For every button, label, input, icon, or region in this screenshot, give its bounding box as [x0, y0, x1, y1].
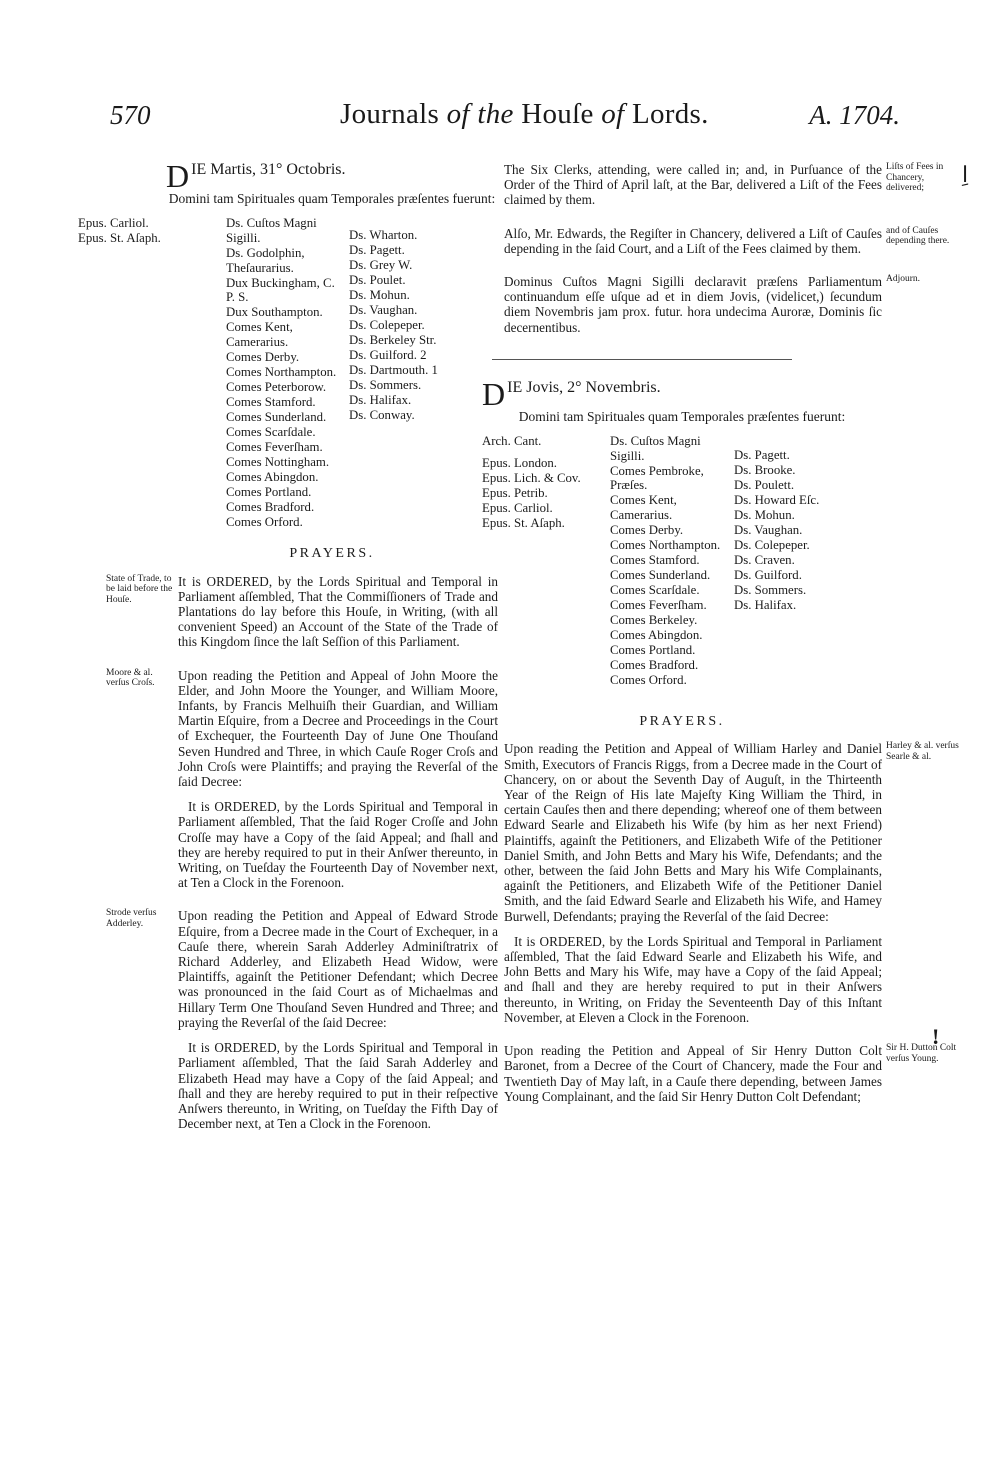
- journal-entry: [106, 574, 498, 650]
- list-item: Comes Bradford.: [226, 499, 315, 514]
- list-item: Dux Southampton.: [226, 305, 323, 320]
- prayers-heading: PRAYERS.: [289, 546, 375, 562]
- margin-note: Adjourn.: [886, 274, 921, 285]
- list-item: Comes Bradford.: [610, 657, 699, 672]
- list-item: Comes Feverſham.: [610, 597, 707, 612]
- date-heading: DIE Jovis, 2° Novembris.: [482, 375, 661, 412]
- journal-entry: [482, 1043, 957, 1104]
- margin-note: and of Cauſes depending there.: [886, 225, 950, 247]
- present-heading: Domini tam Spirituales quam Temporales præſentes fuerunt:: [168, 191, 496, 207]
- list-item: Ds. Cuſtos Magni Sigilli.: [610, 434, 701, 463]
- entry-paragraph: Upon reading the Petition and Appeal of William Harley and Daniel Smith, Executors of Francis Riggs, from a Decree made in the Court of Chancery, on or about the Seventh Day of Auguſt, in the Thirteenth Year of the Reign of His late Majeſty King William the Third, in certain Cauſes then and there depending; whereof one of them between Edward Searle and Elizabeth his Wife (by him as her next Friend) Plaintiffs, againſt the Petitioners, and Elizabeth Wife of the Petitioner Daniel Smith, and John Betts and Mary his Wife, Defendants; and the other, between the ſaid John Betts and Mary his Wife Complainants, againſt the Petitioners, and Elizabeth Wife of the Petitioner Daniel Smith, and the ſaid Edward Searle and Elizabeth his Wife, and Hamey Burwell, Defendants; praying the Reverſal of the ſaid Decree:: [504, 741, 882, 924]
- margin-note: Moore & al. verſus Croſs.: [106, 667, 155, 689]
- list-item: Comes Portland.: [226, 484, 312, 499]
- lords-column: [610, 434, 726, 688]
- entry-paragraph: Upon reading the Petition and Appeal of Sir Henry Dutton Colt Baronet, from a Decree of the Court of Chancery, made the Four and Twentieth Day of May laſt, in a Cauſe there depending, between James Young Complainant, and the ſaid Sir Henry Dutton Colt Defendant;: [504, 1043, 882, 1104]
- list-item: Comes Peterborow.: [226, 379, 327, 394]
- list-item: Comes Kent, Camerarius.: [226, 320, 293, 349]
- entry-paragraph: Alſo, Mr. Edwards, the Regiſter in Chancery, delivered a Liſt of Cauſes depending in the ſaid Court, and a Liſt of the Fees claimed by them.: [504, 225, 882, 256]
- list-item: Ds. Halifax.: [734, 598, 797, 613]
- journal-entry: [482, 274, 921, 335]
- list-item: Epus. St. Aſaph.: [482, 515, 565, 530]
- page-number: 570: [110, 100, 151, 130]
- journal-entry: [106, 668, 498, 891]
- lords-column: [349, 228, 438, 423]
- list-item: Comes Sunderland.: [610, 567, 711, 582]
- list-item: Ds. Vaughan.: [734, 523, 803, 538]
- list-item: Epus. St. Aſaph.: [78, 231, 161, 246]
- list-item: Epus. London.: [482, 455, 558, 470]
- list-item: Comes Nottingham.: [226, 454, 330, 469]
- list-item: Comes Derby.: [610, 522, 684, 537]
- entry-paragraph: Dominus Cuſtos Magni Sigilli declaravit præſens Parliamentum continuandum eſſe uſque ad et in diem Jovis, (videlicet,) ſecundum diem Novembris jam prox. futur. hora undecima Auroræ, Dominis ſic decernentibus.: [504, 274, 882, 335]
- list-item: Comes Derby.: [226, 349, 300, 364]
- entry-paragraph: It is ORDERED, by the Lords Spiritual and Temporal in Parliament aſſembled, That the ſaid Edward Searle and Elizabeth his Wife, and John Betts and Mary his Wife, may have a Copy of the ſaid Appeal; and ſhall and they are hereby required to put in their Anſwers thereunto, in Writing, on Friday the Seventeenth Day of this Inſtant November, at Eleven a Clock in the Forenoon.: [504, 933, 882, 1025]
- entry-paragraph: Upon reading the Petition and Appeal of John Moore the Elder, and John Moore the Younger, and William Moore, Infants, by Francis Melhuiſh their Guardian, and William Martin Eſquire, from a Decree and Proceedings in the Court of Exchequer, the Fourteenth Day of June One Thouſand Seven Hundred and Three, in which Cauſe Roger Croſs and John Croſs were Plaintiffs; and praying the Reverſal of the ſaid Decree:: [178, 667, 498, 790]
- list-item: Dux Buckingham, C. P. S.: [226, 275, 335, 305]
- list-item: Ds. Mohun.: [349, 288, 410, 303]
- list-item: Ds. Vaughan.: [349, 303, 418, 318]
- list-item: Comes Berkeley.: [610, 612, 698, 627]
- running-header: [110, 92, 900, 142]
- list-item: Ds. Halifax.: [349, 393, 412, 408]
- list-item: Epus. Carliol.: [78, 216, 149, 231]
- list-item: Ds. Howard Eſc.: [734, 493, 820, 508]
- right-column: [482, 150, 959, 1122]
- margin-note: Liſts of Fees in Chancery, delivered;: [886, 162, 944, 193]
- list-item: Ds. Wharton.: [349, 228, 418, 243]
- entry-paragraph: The Six Clerks, attending, were called in; and, in Purſuance of the Order of the Third of April laſt, at the Bar, delivered a Liſt of the Fees claimed by them.: [504, 162, 882, 208]
- margin-note: Harley & al. verſus Searle & al.: [886, 741, 959, 762]
- list-item: Ds. Colepeper.: [349, 318, 425, 333]
- list-item: Ds. Grey W.: [349, 258, 413, 273]
- date-heading: DIE Martis, 31° Octobris.: [166, 158, 346, 194]
- list-item: Comes Sunderland.: [226, 409, 327, 424]
- journal-entry: [482, 162, 944, 208]
- entry-paragraph: It is ORDERED, by the Lords Spiritual and Temporal in Parliament aſſembled, That the Commiſſioners of Trade and Plantations do lay before this Houſe, in Writing, (with all convenient Speed) an Account of the State of the Trade of this Kingdom ſince the laſt Seſſion of this Parliament.: [178, 573, 498, 650]
- list-item: Comes Feverſham.: [226, 439, 323, 454]
- lords-column: [226, 216, 344, 529]
- edge-mark: !: [932, 1024, 940, 1049]
- list-item: Comes Orford.: [610, 672, 687, 687]
- running-title: Journals of the Houſe of Lords.: [340, 98, 709, 130]
- list-item: Comes Northampton.: [226, 364, 337, 379]
- journal-entry: [106, 908, 498, 1131]
- list-item: Comes Pembroke, Præſes.: [610, 463, 704, 493]
- margin-note: State of Trade, to be laid before the Houſe.: [106, 573, 173, 605]
- list-item: Comes Portland.: [610, 642, 696, 657]
- list-item: Epus. Lich. & Cov.: [482, 470, 581, 485]
- list-item: Ds. Poulet.: [349, 273, 406, 288]
- list-item: Ds. Pagett.: [349, 243, 405, 258]
- list-item: Comes Stamford.: [226, 394, 316, 409]
- list-item: Ds. Cuſtos Magni Sigilli.: [226, 216, 317, 245]
- list-item: Comes Kent, Camerarius.: [610, 493, 677, 522]
- list-item: Ds. Brooke.: [734, 463, 796, 478]
- list-item: Ds. Conway.: [349, 408, 415, 423]
- list-item: Ds. Dartmouth. 1: [349, 363, 438, 378]
- lords-column: [734, 448, 819, 613]
- list-item: Epus. Carliol.: [482, 500, 553, 515]
- attendance-list: [482, 434, 882, 704]
- entry-paragraph: Upon reading the Petition and Appeal of Edward Strode Eſquire, from a Decree made in the Court of Exchequer, in a Cauſe there, wherein Sarah Adderley Adminiſtratrix of Richard Adderley, and Elizabeth Head Widow, were Plaintiffs, againſt the Petitioner Defendant; which Decree was pronounced in the ſaid Court as of Michaelmas and Hillary Term One Thouſand Seven Hundred and Three; and praying the Reverſal of the ſaid Decree:: [178, 908, 498, 1030]
- list-item: Ds. Pagett.: [734, 448, 790, 463]
- list-item: Ds. Colepeper.: [734, 538, 810, 553]
- entry-paragraph: It is ORDERED, by the Lords Spiritual and Temporal in Parliament aſſembled, That the ſaid Sarah Adderley and Elizabeth Head may have a Copy of the ſaid Appeal; and ſhall and they are hereby required to put in their reſpective Anſwers thereunto, in Writing, on Tueſday the Fifth Day of December next, at Ten a Clock in the Forenoon.: [178, 1040, 498, 1132]
- list-item: Comes Abingdon.: [226, 469, 319, 484]
- list-item: Comes Abingdon.: [610, 627, 703, 642]
- list-item: Ds. Sommers.: [734, 583, 807, 598]
- journal-entry: [482, 225, 950, 256]
- list-item: Ds. Poulett.: [734, 478, 795, 493]
- bishops-column: [482, 434, 581, 530]
- list-item: Comes Scarſdale.: [226, 424, 316, 439]
- section-divider: [492, 359, 792, 360]
- margin-note: Strode verſus Adderley.: [106, 908, 157, 929]
- list-item: Ds. Guilford.: [734, 568, 802, 583]
- year-label: A. 1704.: [809, 100, 900, 130]
- journal-entry: [482, 741, 959, 1025]
- left-column: [78, 150, 498, 1149]
- list-item: Ds. Sommers.: [349, 378, 422, 393]
- list-item: Comes Orford.: [226, 514, 303, 529]
- list-item: Comes Scarſdale.: [610, 582, 700, 597]
- margin-note: Sir H. Dutton Colt verſus Young.: [886, 1043, 957, 1064]
- list-item: Ds. Mohun.: [734, 508, 795, 523]
- list-item: Comes Northampton.: [610, 537, 721, 552]
- bishops-column: [78, 216, 161, 246]
- attendance-list: [78, 216, 498, 536]
- present-heading: Domini tam Spirituales quam Temporales præſentes fuerunt:: [518, 409, 846, 425]
- edge-mark: اِ: [962, 162, 969, 187]
- list-item: Epus. Petrib.: [482, 485, 548, 500]
- entry-paragraph: It is ORDERED, by the Lords Spiritual and Temporal in Parliament aſſembled, That the ſaid Roger Croſſe and John Croſſe may have a Copy of the ſaid Appeal; and ſhall and they are hereby required to put in their Anſwer thereunto, in Writing, on Tueſday the Fourteenth Day of November next, at Ten a Clock in the Forenoon.: [178, 799, 498, 891]
- list-item: Ds. Craven.: [734, 553, 795, 568]
- list-item: Ds. Guilford. 2: [349, 348, 427, 363]
- list-item: Ds. Berkeley Str.: [349, 333, 437, 348]
- list-item: Arch. Cant.: [482, 434, 542, 449]
- list-item: Comes Stamford.: [610, 552, 700, 567]
- prayers-heading: PRAYERS.: [639, 714, 725, 730]
- list-item: Ds. Godolphin, Theſaurarius.: [226, 245, 305, 275]
